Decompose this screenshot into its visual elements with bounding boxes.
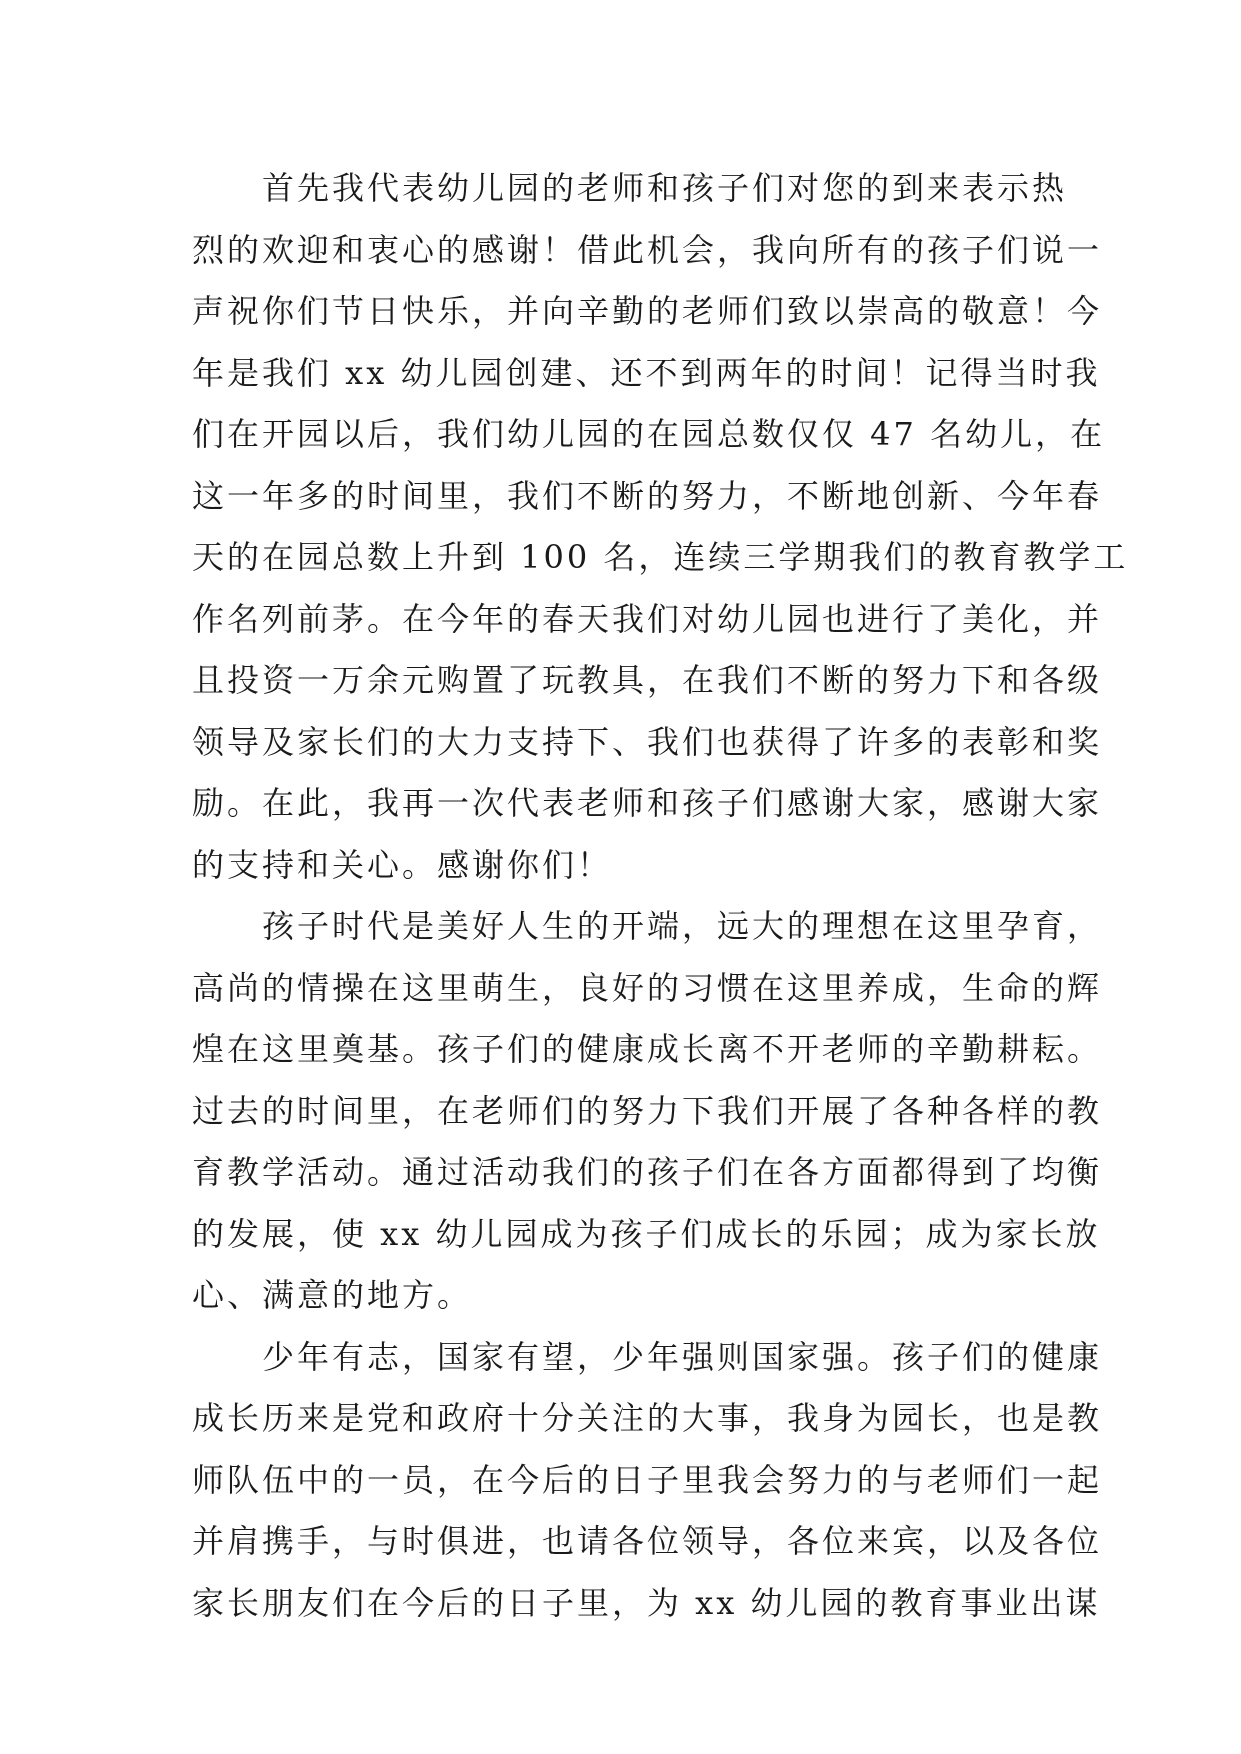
text-line: 年是我们 xx 幼儿园创建、还不到两年的时间！记得当时我 — [192, 353, 1101, 392]
text-line: 心、满意的地方。 — [192, 1276, 473, 1314]
text-line: 煌在这里奠基。孩子们的健康成长离不开老师的辛勤耕耘。 — [192, 1030, 1103, 1068]
text-line: 并肩携手，与时俱进，也请各位领导，各位来宾，以及各位 — [192, 1522, 1103, 1560]
text-line: 师队伍中的一员，在今后的日子里我会努力的与老师们一起 — [192, 1460, 1103, 1499]
text-line: 过去的时间里，在老师们的努力下我们开展了各种各样的教 — [192, 1091, 1103, 1130]
text-line: 首先我代表幼儿园的老师和孩子们对您的到来表示热 — [262, 169, 1068, 207]
text-line: 天的在园总数上升到 100 名，连续三学期我们的教育教学工 — [192, 538, 1129, 576]
text-line: 的支持和关心。感谢你们！ — [192, 845, 613, 884]
paragraph-1 — [192, 158, 1129, 896]
text-line: 烈的欢迎和衷心的感谢！借此机会，我向所有的孩子们说一 — [192, 230, 1103, 269]
text-line: 领导及家长们的大力支持下、我们也获得了许多的表彰和奖 — [192, 722, 1103, 761]
text-line: 家长朋友们在今后的日子里，为 xx 幼儿园的教育事业出谋 — [192, 1583, 1101, 1622]
text-line: 少年有志，国家有望，少年强则国家强。孩子们的健康 — [262, 1337, 1103, 1376]
paragraph-3 — [192, 1327, 1103, 1635]
text-line: 孩子时代是美好人生的开端，远大的理想在这里孕育， — [262, 907, 1103, 945]
text-line: 育教学活动。通过活动我们的孩子们在各方面都得到了均衡 — [192, 1153, 1103, 1191]
text-line: 这一年多的时间里，我们不断的努力，不断地创新、今年春 — [192, 476, 1103, 515]
text-line: 们在开园以后，我们幼儿园的在园总数仅仅 47 名幼儿，在 — [192, 415, 1106, 453]
paragraph-2 — [192, 896, 1103, 1327]
text-line: 且投资一万余元购置了玩教具，在我们不断的努力下和各级 — [192, 661, 1103, 699]
text-line: 成长历来是党和政府十分关注的大事，我身为园长，也是教 — [192, 1399, 1103, 1437]
text-line: 的发展，使 xx 幼儿园成为孩子们成长的乐园；成为家长放 — [192, 1214, 1101, 1253]
text-line: 声祝你们节日快乐，并向辛勤的老师们致以崇高的敬意！今 — [192, 292, 1103, 330]
text-line: 作名列前茅。在今年的春天我们对幼儿园也进行了美化，并 — [192, 599, 1103, 638]
text-line: 高尚的情操在这里萌生，良好的习惯在这里养成，生命的辉 — [192, 968, 1103, 1007]
text-line: 励。在此，我再一次代表老师和孩子们感谢大家，感谢大家 — [192, 784, 1103, 822]
document-body — [192, 158, 1129, 1634]
